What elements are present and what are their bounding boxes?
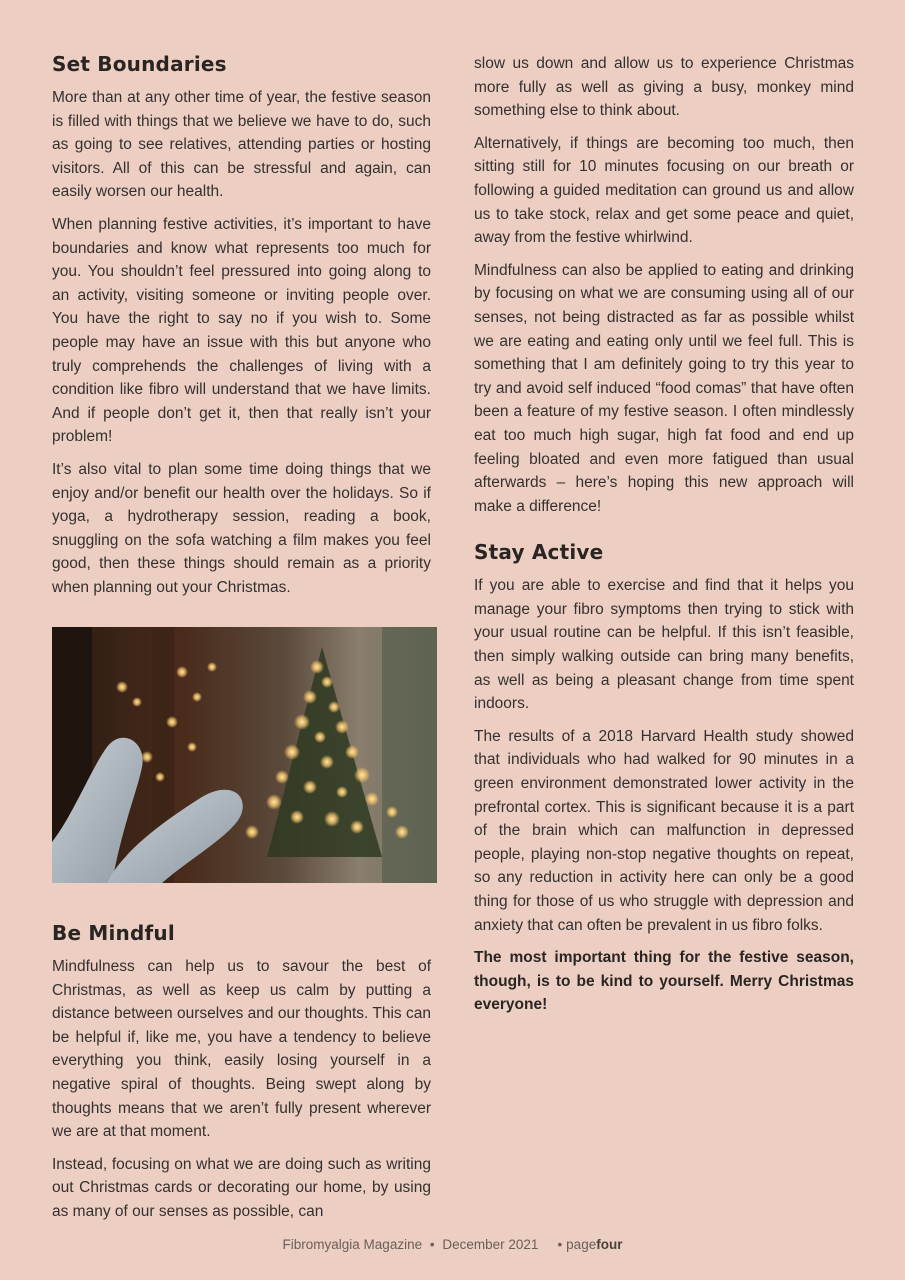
issue-date: December 2021: [442, 1237, 539, 1252]
paragraph: Alternatively, if things are becoming too much, then sitting still for 10 minutes focusing on our breath or following a guided meditation can ground us and allow us to take stock, relax and get some peace and quiet, away from the festive whirlwind.: [474, 134, 854, 247]
bullet-separator: •: [429, 1237, 435, 1252]
paragraph: Mindfulness can help us to savour the best of Christmas, as well as keep us calm by putting a distance between ourselves and our thoughts. This can be helpful if, like me, you have a tendency to believe everything you think, easily losing yourself in a negative spiral of thoughts. Being swept along by thoughts means that we aren’t fully present wherever we are at that moment.: [52, 958, 431, 1141]
paragraph: When planning festive activities, it’s important to have boundaries and know what represents too much for you. You shouldn’t feel pressured into going along to an activity, visiting someone or inviting people over. You have the right to say no if you wish to. Some people may have an issue with this but anyone who truly comprehends the challenges of living with a condition like fibro will understand that we have limits. And if people don’t get it, then that really isn’t your problem!: [52, 215, 431, 446]
bullet-separator: •: [557, 1237, 563, 1252]
be-mindful-text: [52, 955, 431, 1233]
paragraph: If you are able to exercise and find that it helps you manage your fibro symptoms then trying to stick with your usual routine can be helpful. If this isn’t feasible, then simply walking outside can bring many benefits, as well as being a pleasant change from time spent indoors.: [474, 577, 854, 713]
christmas-tree-socks-photo: [52, 627, 437, 883]
right-column: [474, 52, 854, 1026]
page-footer: [0, 1237, 905, 1252]
left-column: [52, 52, 431, 608]
page-number: four: [596, 1237, 623, 1252]
paragraph: Mindfulness can also be applied to eating and drinking by focusing on what we are consuming using all of our senses, not being distracted as far as possible whilst we are eating and eating only until we feel full. This is something that I am definitely going to try this year to try and avoid self induced “food comas” that have often been a feature of my festive season. I often mindlessly eat too much high sugar, high fat food and end up feeling bloated and even more fatigued than usual afterwards – here’s hoping this new approach will make a difference!: [474, 261, 854, 515]
paragraph: It’s also vital to plan some time doing things that we enjoy and/or benefit our health over the holidays. So if yoga, a hydrotherapy session, reading a book, snuggling on the sofa watching a film makes you feel good, then these things should remain as a priority when planning out your Christmas.: [52, 460, 431, 596]
heading-be-mindful: Be Mindful: [52, 921, 175, 945]
paragraph: Instead, focusing on what we are doing such as writing out Christmas cards or decorating our home, by using as many of our senses as possible, can: [52, 1155, 431, 1220]
heading-set-boundaries: Set Boundaries: [52, 52, 227, 76]
magazine-name: Fibromyalgia Magazine: [282, 1237, 423, 1252]
paragraph: slow us down and allow us to experience Christmas more fully as well as giving a busy, monkey mind something else to think about.: [474, 55, 854, 120]
closing-paragraph: The most important thing for the festive season, though, is to be kind to yourself. Merry Christmas everyone!: [474, 949, 854, 1014]
paragraph: More than at any other time of year, the festive season is filled with things that we believe we have to do, such as going to see relatives, attending parties or hosting visitors. All of this can be stressful and again, can easily worsen our health.: [52, 89, 431, 201]
heading-stay-active: Stay Active: [474, 540, 604, 565]
paragraph: The results of a 2018 Harvard Health study showed that individuals who had walked for 90 minutes in a green environment demonstrated lower activity in the prefrontal cortex. This is significant because it is a part of the brain which can malfunction in depressed people, playing non-stop negative thoughts on repeat, so any reduction in activity here can only be a good thing for those of us who struggle with depression and anxiety that can often be prevalent in us fibro folks.: [474, 727, 854, 934]
page-prefix: page: [566, 1237, 597, 1252]
